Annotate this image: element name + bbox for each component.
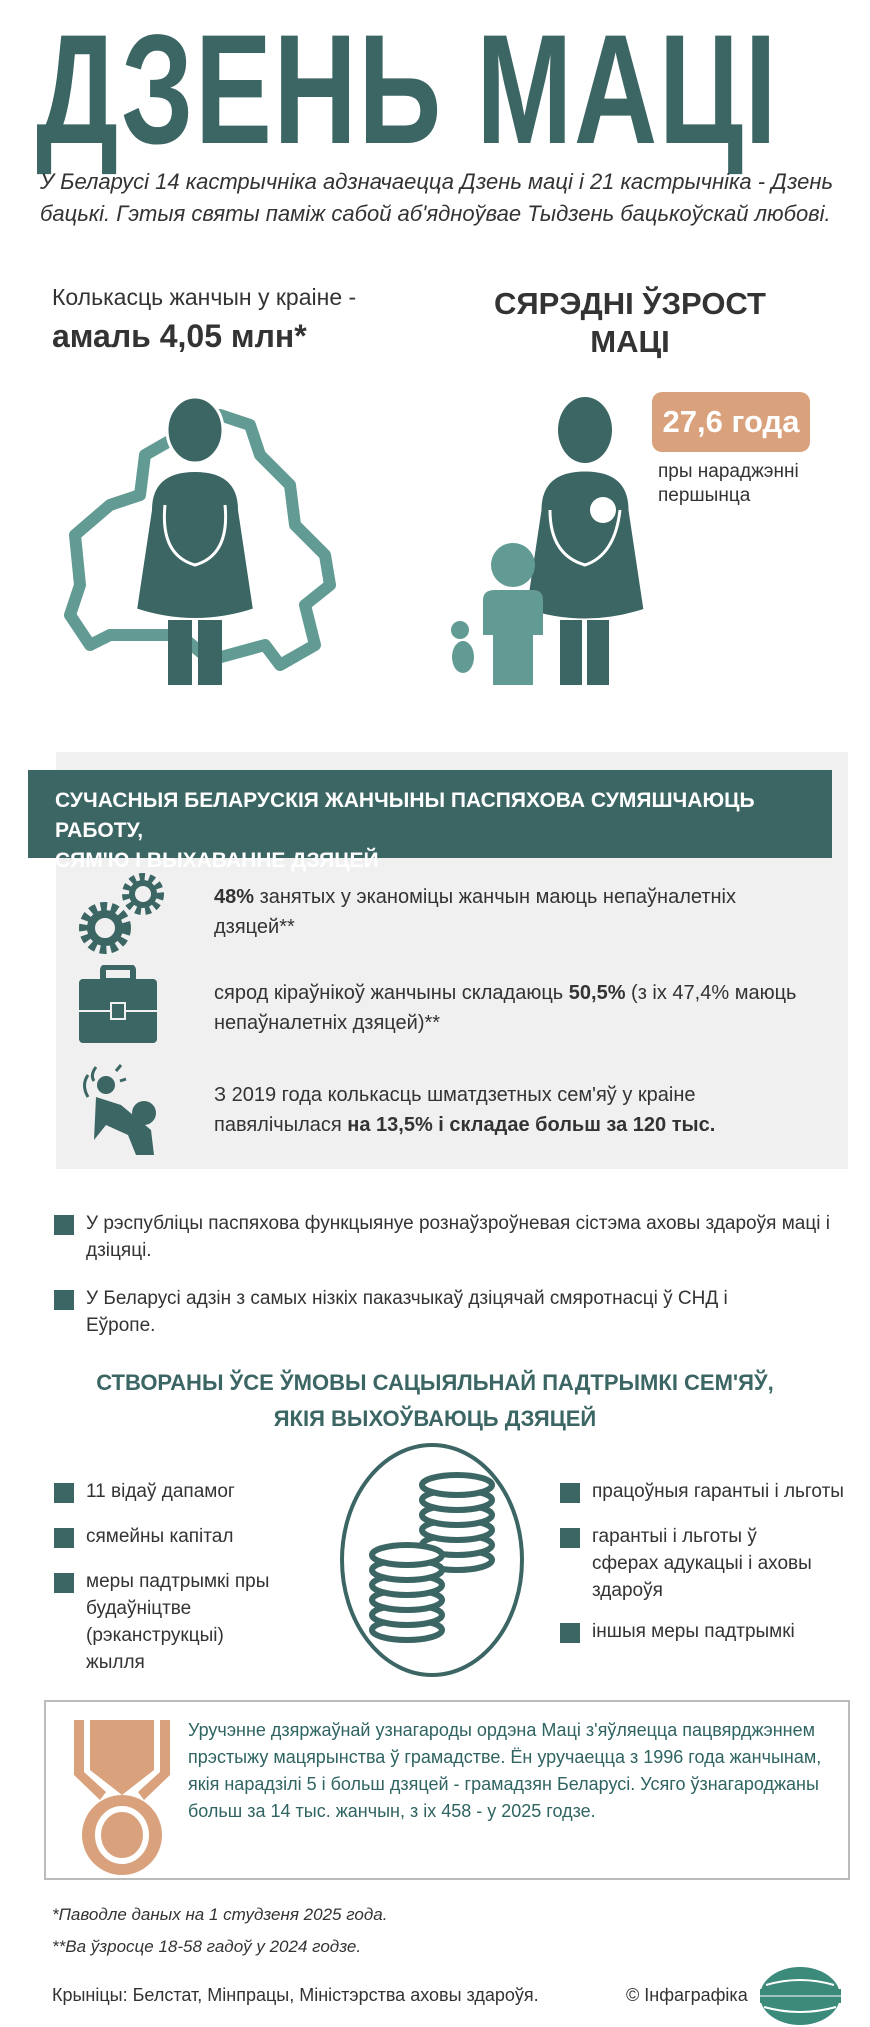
support-heading <box>60 1365 810 1437</box>
avg-age-badge: 27,6 года <box>652 392 810 452</box>
support-item-text: гарантыі і льготы ў сферах адукацыі і аховы здароўя <box>592 1526 812 1601</box>
page-title: ДЗЕНЬ МАЦІ <box>36 3 779 177</box>
support-item-text: меры падтрымкі пры будаўніцтве (рэканструкцыі) жылля <box>86 1571 270 1673</box>
support-item-right <box>560 1523 820 1604</box>
support-item-text: працоўныя гарантыі і льготы <box>592 1481 844 1502</box>
bullet-square-icon <box>54 1215 74 1235</box>
support-item-right <box>560 1478 860 1505</box>
section-heading-line1: СУЧАСНЫЯ БЕЛАРУСКІЯ ЖАНЧЫНЫ ПАСПЯХОВА СУМЯШЧАЮЦЬ РАБОТУ, <box>55 789 755 842</box>
stat-text: З 2019 года колькасць шматдзетных сем'яў у краіне павялічылася <box>214 1084 696 1136</box>
bullet-item <box>54 1285 754 1339</box>
stat-bold: на 13,5% і складае больш за 120 тыс. <box>347 1114 716 1136</box>
stat-row-employed <box>214 882 814 942</box>
support-item-text: іншыя меры падтрымкі <box>592 1621 795 1642</box>
women-count-value: амаль 4,05 млн* <box>52 318 307 354</box>
stat-bold: 48% <box>214 886 255 908</box>
support-heading-line2: ЯКІЯ ВЫХОЎВАЮЦЬ ДЗЯЦЕЙ <box>273 1406 597 1431</box>
avg-age-title <box>470 285 790 361</box>
bullet-square-icon <box>560 1623 580 1643</box>
stat-row-managers <box>214 978 814 1038</box>
support-heading-line1: СТВОРАНЫ ЎСЕ ЎМОВЫ САЦЫЯЛЬНАЙ ПАДТРЫМКІ СЕМ'ЯЎ, <box>96 1370 774 1395</box>
bullet-text: У Беларусі адзін з самых нізкіх паказчыкаў дзіцячай смяротнасці ў СНД і Еўропе. <box>86 1288 728 1336</box>
mother-with-baby-icon <box>525 397 645 685</box>
avg-age-title-line1: СЯРЭДНІ ЎЗРОСТ <box>494 286 766 321</box>
stat-text: занятых у эканоміцы жанчын маюць непаўналетніх дзяцей** <box>214 886 736 938</box>
women-count-label: Колькасць жанчын у краіне - <box>52 284 357 310</box>
bullet-text: У рэспубліцы паспяхова функцыянуе рознаўзроўневая сістэма аховы здароўя маці і дзіцяці. <box>86 1213 830 1261</box>
bullet-square-icon <box>560 1483 580 1503</box>
stat-bold: 50,5% <box>568 982 626 1004</box>
belta-logo <box>758 1965 843 2027</box>
bullet-square-icon <box>54 1290 74 1310</box>
bullet-square-icon <box>54 1528 74 1548</box>
bullet-item <box>54 1210 834 1264</box>
child-with-teddy-icon <box>451 543 543 685</box>
family-icon <box>66 1055 166 1155</box>
bullet-square-icon <box>54 1573 74 1593</box>
gears-icon <box>75 868 170 958</box>
support-item-text: сямейны капітал <box>86 1526 234 1547</box>
support-item-left <box>54 1523 304 1550</box>
avg-age-note-line1: пры нараджэнні <box>658 461 799 482</box>
copyright: © Інфаграфіка <box>626 1985 748 2005</box>
mother-child-illustration <box>445 395 655 685</box>
stat-text: (з іх 47,4% маюць непаўналетніх дзяцей)** <box>214 982 797 1034</box>
bullet-square-icon <box>560 1528 580 1548</box>
woman-map-illustration <box>50 395 360 685</box>
section-heading <box>28 770 832 872</box>
footnote-2: **Ва ўзросце 18-58 гадоў у 2024 годзе. <box>52 1937 362 1956</box>
avg-age-note-line2: першынца <box>658 485 751 506</box>
support-item-right <box>560 1618 850 1645</box>
section-heading-line2: СЯМ'Ю І ВЫХАВАННЕ ДЗЯЦЕЙ <box>55 849 379 872</box>
stat-row-large-families <box>214 1080 814 1140</box>
footnote-1: *Паводле даных на 1 студзеня 2025 года. <box>52 1905 388 1924</box>
avg-age-note <box>658 460 799 508</box>
avg-age-title-line2: МАЦІ <box>590 324 670 359</box>
support-item-text: 11 відаў дапамог <box>86 1481 235 1502</box>
intro-text: У Беларусі 14 кастрычніка адзначаецца Дзень маці і 21 кастрычніка - Дзень бацькі. Гэтыя святы паміж сабой аб'ядноўвае Тыдзень бацькоўскай любові. <box>40 169 834 226</box>
support-item-left <box>54 1568 284 1676</box>
bullet-square-icon <box>54 1483 74 1503</box>
stat-text: сярод кіраўнікоў жанчыны складаюць <box>214 982 569 1004</box>
support-item-left <box>54 1478 304 1505</box>
medal-icon <box>72 1720 172 1875</box>
coins-icon <box>312 1440 552 1685</box>
briefcase-icon <box>75 965 160 1045</box>
sources: Крыніцы: Белстат, Мінпрацы, Міністэрства аховы здароўя. <box>52 1985 539 2005</box>
medal-text: Уручэнне дзяржаўнай узнагароды ордэна Маці з'яўляецца пацвярджэннем прэстыжу мацярынства ў грамадстве. Ён уручаецца з 1996 года жанчынам, якія нарадзілі 5 і больш дзяцей - грамадзян Беларусі. Усяго ўзнагароджаны больш за 14 тыс. жанчын, з іх 458 - у 2025 годзе. <box>188 1720 822 1821</box>
